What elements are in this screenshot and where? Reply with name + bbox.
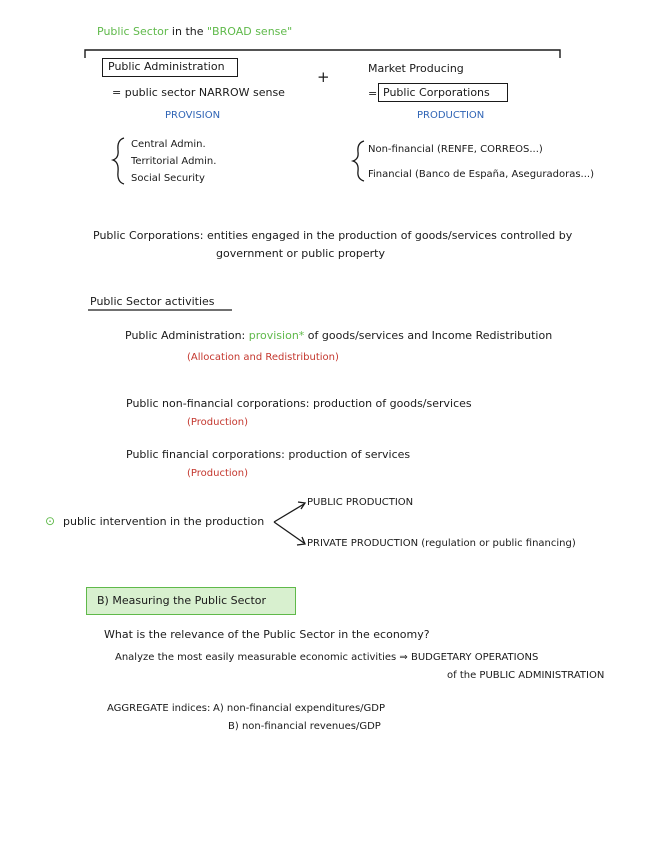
analyze-line1: Analyze the most easily measurable economic activities ⇒ BUDGETARY OPERATIONS (115, 652, 539, 663)
definition-line1: Public Corporations: entities engaged in the production of goods/services controlled by (93, 229, 573, 242)
heading (97, 26, 292, 37)
section-b-title: B) Measuring the Public Sector (97, 594, 267, 607)
aggregate-a: A) non-financial expenditures/GDP (213, 703, 386, 714)
heading-broad-sense: "BROAD sense" (207, 25, 293, 38)
aggregate-b: B) non-financial revenues/GDP (228, 721, 381, 732)
plus-sign: + (317, 68, 330, 86)
financial-note: (Production) (187, 468, 249, 479)
public-production-branch: PUBLIC PRODUCTION (307, 497, 414, 508)
pa-provision: provision* (248, 329, 305, 342)
right-brace (353, 141, 364, 181)
arrow-down (274, 522, 304, 543)
relevance-question: What is the relevance of the Public Sector in the economy? (104, 628, 430, 641)
arrow-up (274, 504, 304, 522)
left-brace (113, 138, 124, 184)
bullet-icon: ⊙ (45, 514, 56, 528)
heading-in-the: in the (168, 25, 207, 38)
left-item-territorial: Territorial Admin. (131, 156, 217, 167)
right-item-nonfinancial: Non-financial (RENFE, CORREOS...) (368, 144, 543, 155)
left-item-social-security: Social Security (131, 173, 205, 184)
equals-sign: = (368, 87, 378, 100)
intervention-text: public intervention in the production (63, 515, 265, 528)
public-sector-narrow: = public sector NARROW sense (112, 86, 285, 99)
left-item-central: Central Admin. (131, 139, 206, 150)
aggregate-label: AGGREGATE indices: (107, 703, 211, 714)
market-producing: Market Producing (368, 62, 464, 75)
nonfinancial-note: (Production) (187, 417, 249, 428)
pa-note: (Allocation and Redistribution) (187, 352, 339, 363)
top-bracket (85, 50, 560, 58)
production-label: PRODUCTION (417, 110, 485, 121)
pa-activity (125, 330, 552, 341)
provision-label: PROVISION (165, 110, 221, 121)
right-item-financial: Financial (Banco de España, Aseguradoras...) (368, 169, 594, 180)
pa-prefix: Public Administration: (125, 329, 249, 342)
activities-title: Public Sector activities (90, 295, 215, 308)
public-corporations-title: Public Corporations (383, 86, 490, 99)
heading-public-sector: Public Sector (97, 25, 169, 38)
definition-line2: government or public property (216, 247, 385, 260)
analyze-line2: of the PUBLIC ADMINISTRATION (447, 670, 605, 681)
private-production-branch: PRIVATE PRODUCTION (regulation or public financing) (307, 538, 576, 549)
public-administration-title: Public Administration (108, 60, 225, 73)
pa-suffix: of goods/services and Income Redistribution (304, 329, 553, 342)
nonfinancial-activity: Public non-financial corporations: production of goods/services (126, 397, 472, 410)
financial-activity: Public financial corporations: production of services (126, 448, 411, 461)
